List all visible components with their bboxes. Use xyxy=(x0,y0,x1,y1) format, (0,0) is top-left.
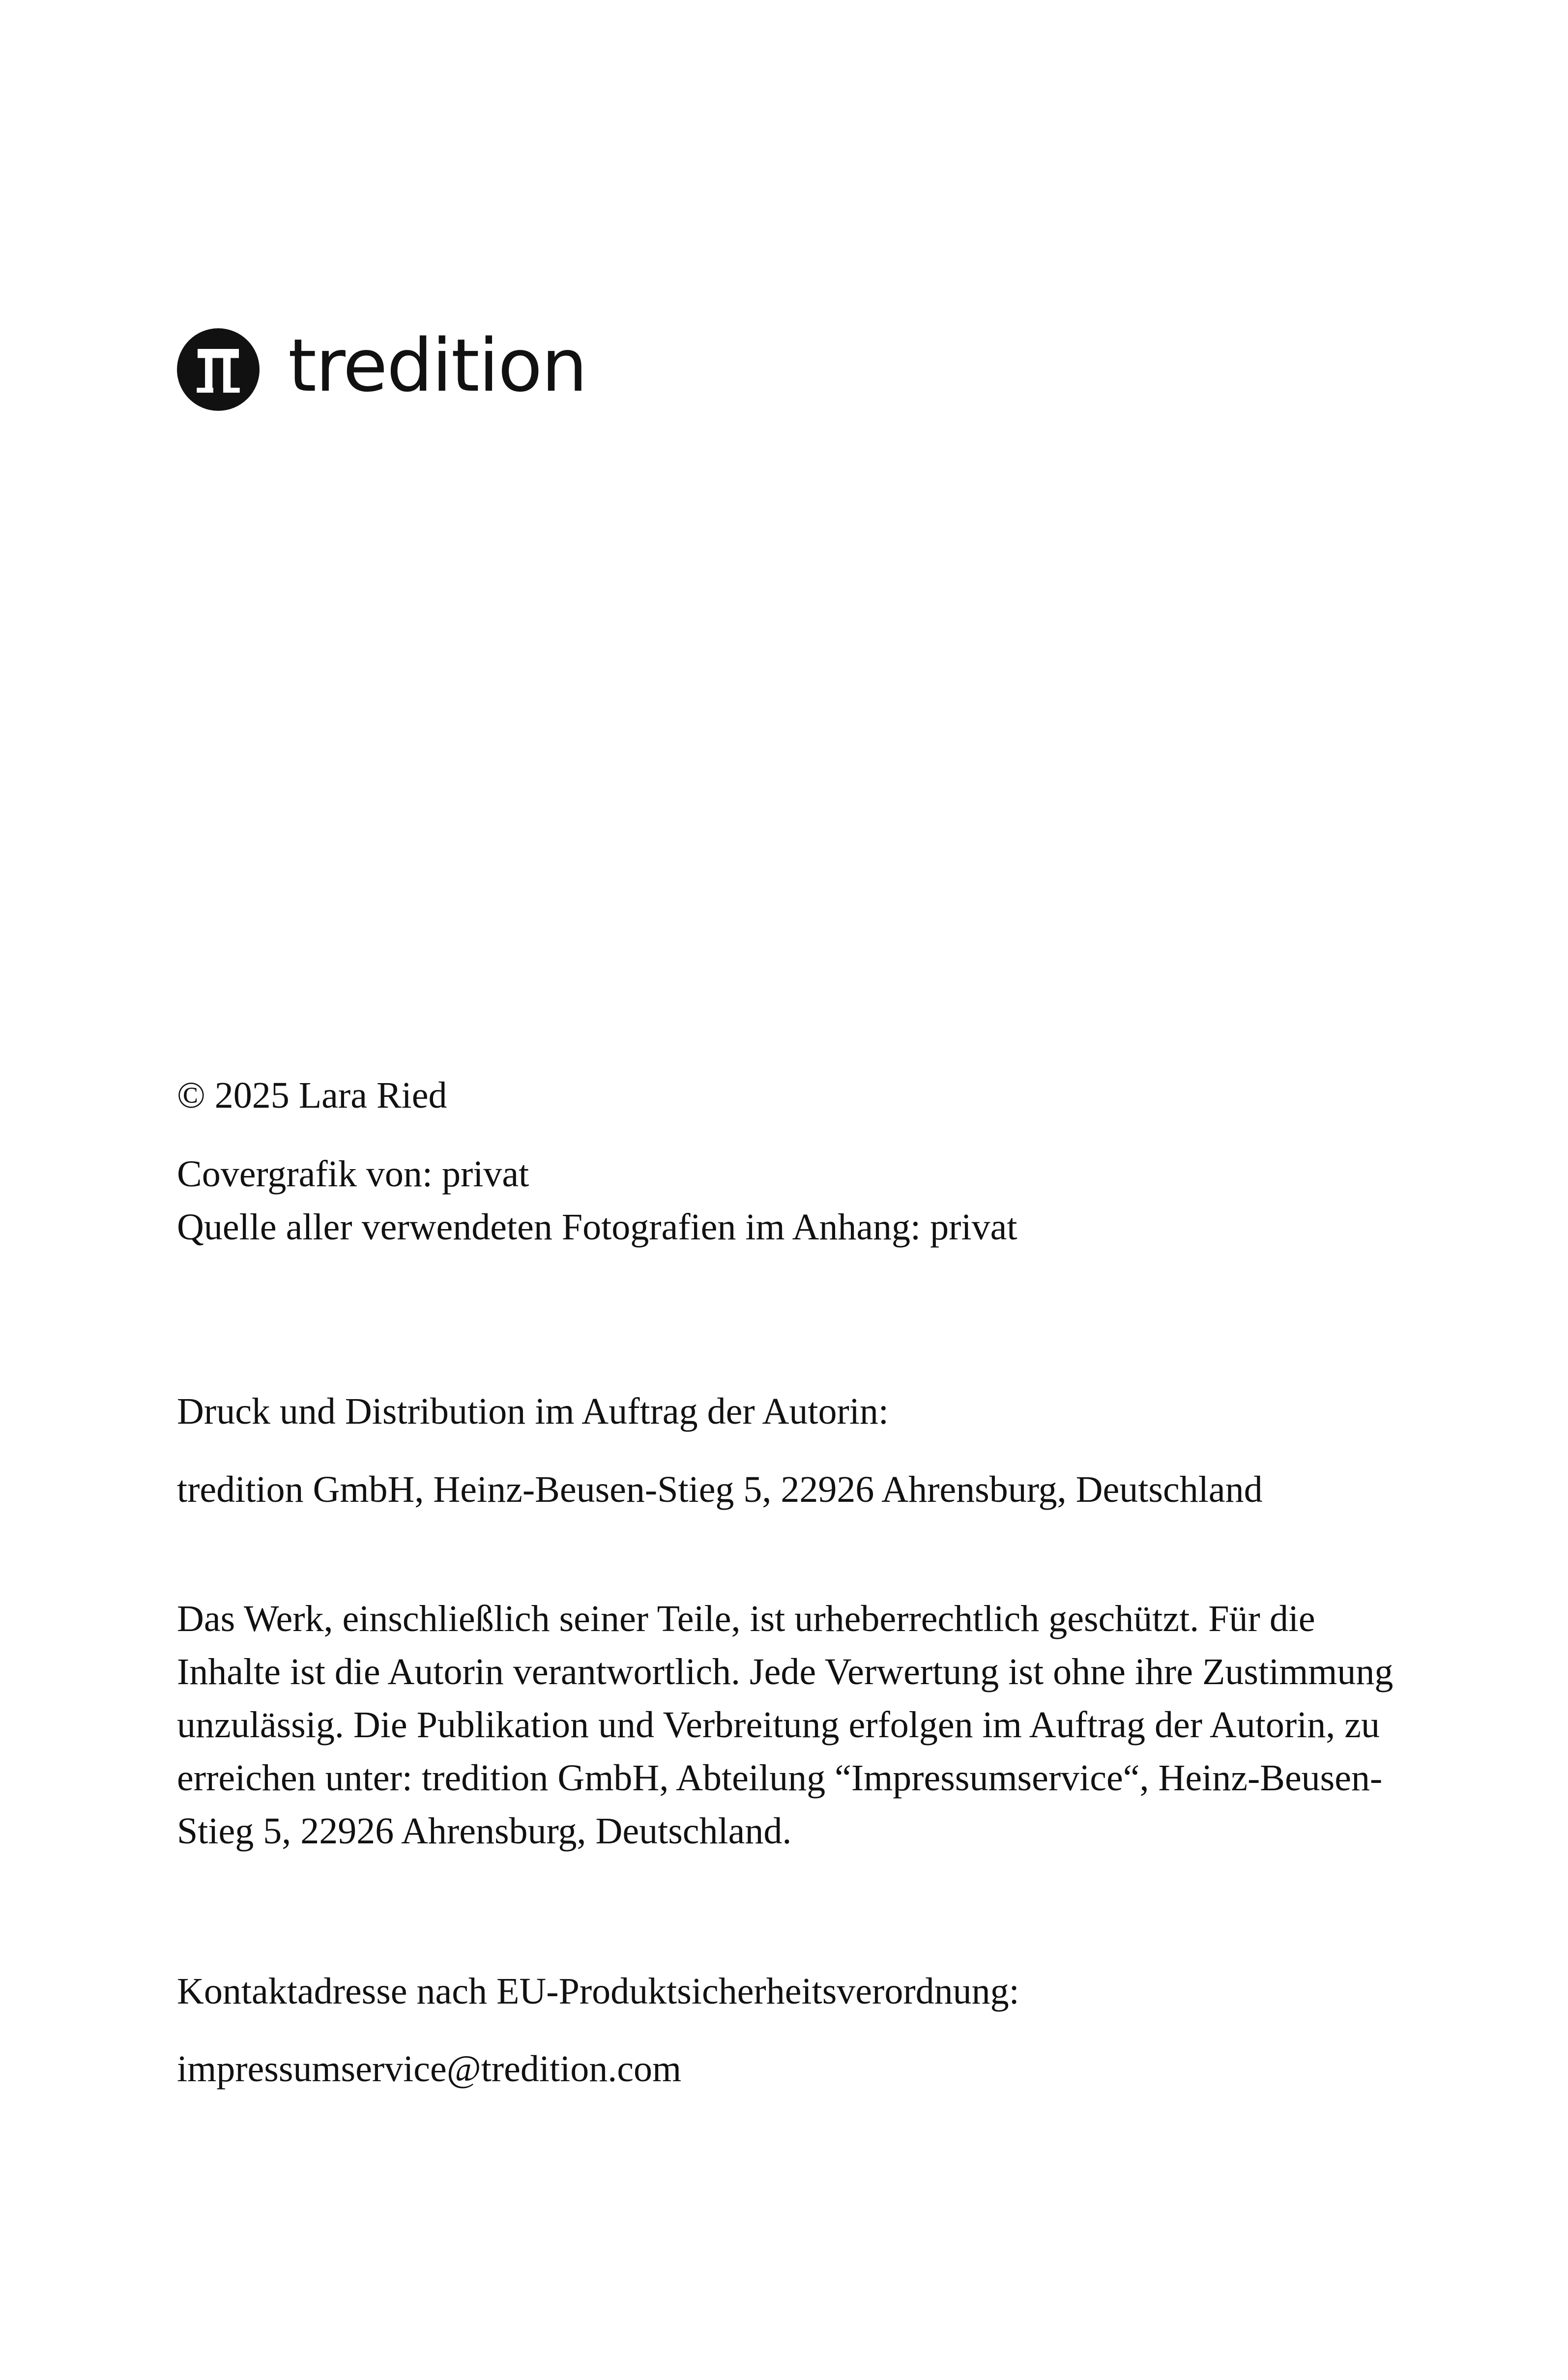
cover-credit: Covergrafik von: privat xyxy=(177,1153,529,1195)
legal-notice: Das Werk, einschließlich seiner Teile, ist urheberrechtlich geschützt. Für die Inhalte ist die Autorin verantwortlich. Jede Verwertung ist ohne ihre Zustimmung unzulässig. Die Publikation und Verbreitung erfolgen im Auftrag der Autorin, zu erreichen unter: tredition GmbH, Abteilung “Impressumservice“, Heinz-Beusen-Stieg 5, 22926 Ahrensburg, Deutschland. xyxy=(177,1598,1394,1852)
print-distribution-label: Druck und Distribution im Auftrag der Autorin: xyxy=(177,1391,889,1432)
publisher-address: tredition GmbH, Heinz-Beusen-Stieg 5, 22926 Ahrensburg, Deutschland xyxy=(177,1469,1263,1510)
photo-credit: Quelle aller verwendeten Fotografien im Anhang: privat xyxy=(177,1206,1017,1248)
contact-email: impressumservice@tredition.com xyxy=(177,2048,682,2090)
contact-label: Kontaktadresse nach EU-Produktsicherheitsverordnung: xyxy=(177,1971,1019,2012)
logo-wordmark: tredition xyxy=(288,323,587,408)
copyright-line: © 2025 Lara Ried xyxy=(177,1075,447,1116)
publisher-logo xyxy=(177,323,587,411)
tredition-logo-icon xyxy=(177,328,260,411)
